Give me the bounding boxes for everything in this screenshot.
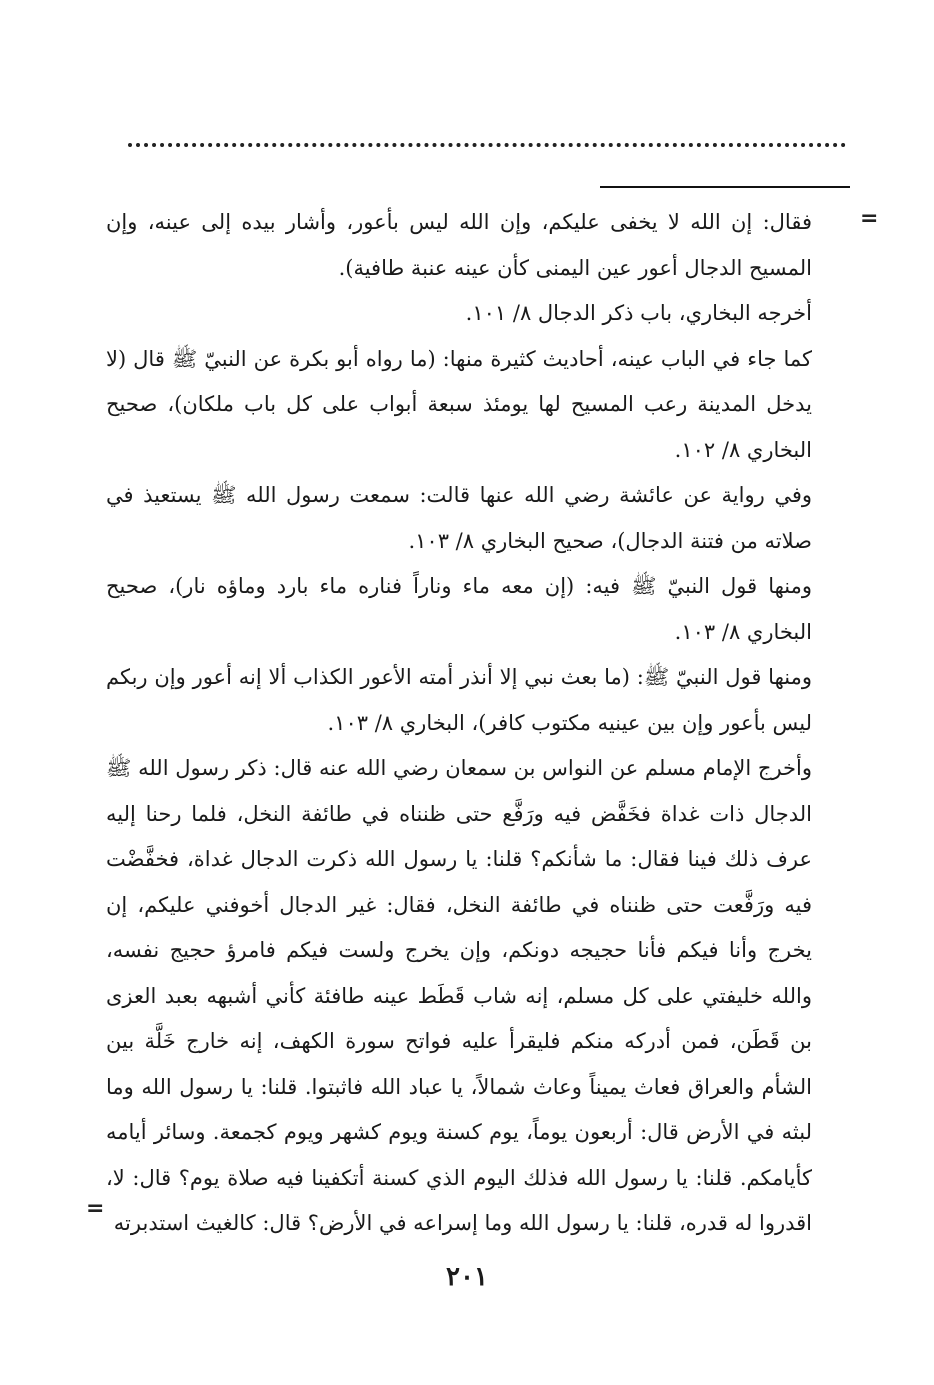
footnote-paragraph: كما جاء في الباب عينه، أحاديث كثيرة منها: (ما رواه أبو بكرة عن النبيّ ﷺ قال (لا يدخل المدينة رعب المسيح لها يومئذ سبعة أبواب على كل باب ملكان)، صحيح البخاري ٨/ ١٠٢. xyxy=(106,346,812,462)
footnote-paragraph: ومنها قول النبيّ ﷺ فيه: (إن معه ماء وناراً فناره ماء بارد وماؤه نار)، صحيح البخاري ٨/ ١٠٣. xyxy=(106,574,812,644)
footnote-paragraph: فقال: إن الله لا يخفى عليكم، وإن الله ليس بأعور، وأشار بيده إلى عينه، وإن المسيح الدجال أعور عين اليمنى كأن عينه عنبة طافية). xyxy=(106,210,812,280)
footnote-paragraph: وفي رواية عن عائشة رضي الله عنها قالت: سمعت رسول الله ﷺ يستعيذ في صلاته من فتنة الدجال)، صحيح البخاري ٨/ ١٠٣. xyxy=(106,483,812,553)
footnote-paragraph: ومنها قول النبيّ ﷺ: (ما بعث نبي إلا أنذر أمته الأعور الكذاب ألا إنه أعور وإن ربكم ليس بأعور وإن بين عينيه مكتوب كافر)، البخاري ٨/ ١٠٣. xyxy=(106,665,812,735)
footnote-text-block xyxy=(106,200,812,1247)
footnote-paragraph: وأخرج الإمام مسلم عن النواس بن سمعان رضي الله عنه قال: ذكر رسول الله ﷺ الدجال ذات غداة فخَفَّض فيه ورَفَّع حتى ظنناه في طائفة النخل، فلما رحنا إليه عرف ذلك فينا فقال: ما شأنكم؟ قلنا: يا رسول الله ذكرت الدجال غداة، فخفَّضْت فيه ورَفَّعت حتى ظنناه في طائفة النخل، فقال: غير الدجال أخوفني عليكم، إن يخرج وأنا فيكم فأنا حجيجه دونكم، وإن يخرج ولست فيكم فامرؤ حجيج نفسه، والله خليفتي على كل مسلم، إنه شاب قَطَط عينه طافئة كأني أشبهه بعبد العزى بن قَطَن، فمن أدركه منكم فليقرأ عليه فواتح سورة الكهف، إنه خارج خَلَّة بين الشأم والعراق فعاث يميناً وعاث شمالاً، يا عباد الله فاثبتوا. قلنا: يا رسول الله وما لبثه في الأرض قال: أربعون يوماً، يوم كسنة ويوم كشهر ويوم كجمعة. وسائر أيامه كأيامكم. قلنا: يا رسول الله فذلك اليوم الذي كسنة أتكفينا فيه صلاة يوم؟ قال: لا، اقدروا له قدره، قلنا: يا رسول الله وما إسراعه في الأرض؟ قال: كالغيث استدبرته xyxy=(106,756,812,1235)
continuation-mark-bottom: = xyxy=(86,1196,105,1221)
page-number: ٢٠١ xyxy=(446,1262,488,1292)
footnote-paragraph: أخرجه البخاري، باب ذكر الدجال ٨/ ١٠١. xyxy=(465,301,812,325)
continuation-mark-top: = xyxy=(860,206,879,231)
header-dotted-divider xyxy=(128,143,846,147)
footnote-separator-line xyxy=(600,186,850,188)
